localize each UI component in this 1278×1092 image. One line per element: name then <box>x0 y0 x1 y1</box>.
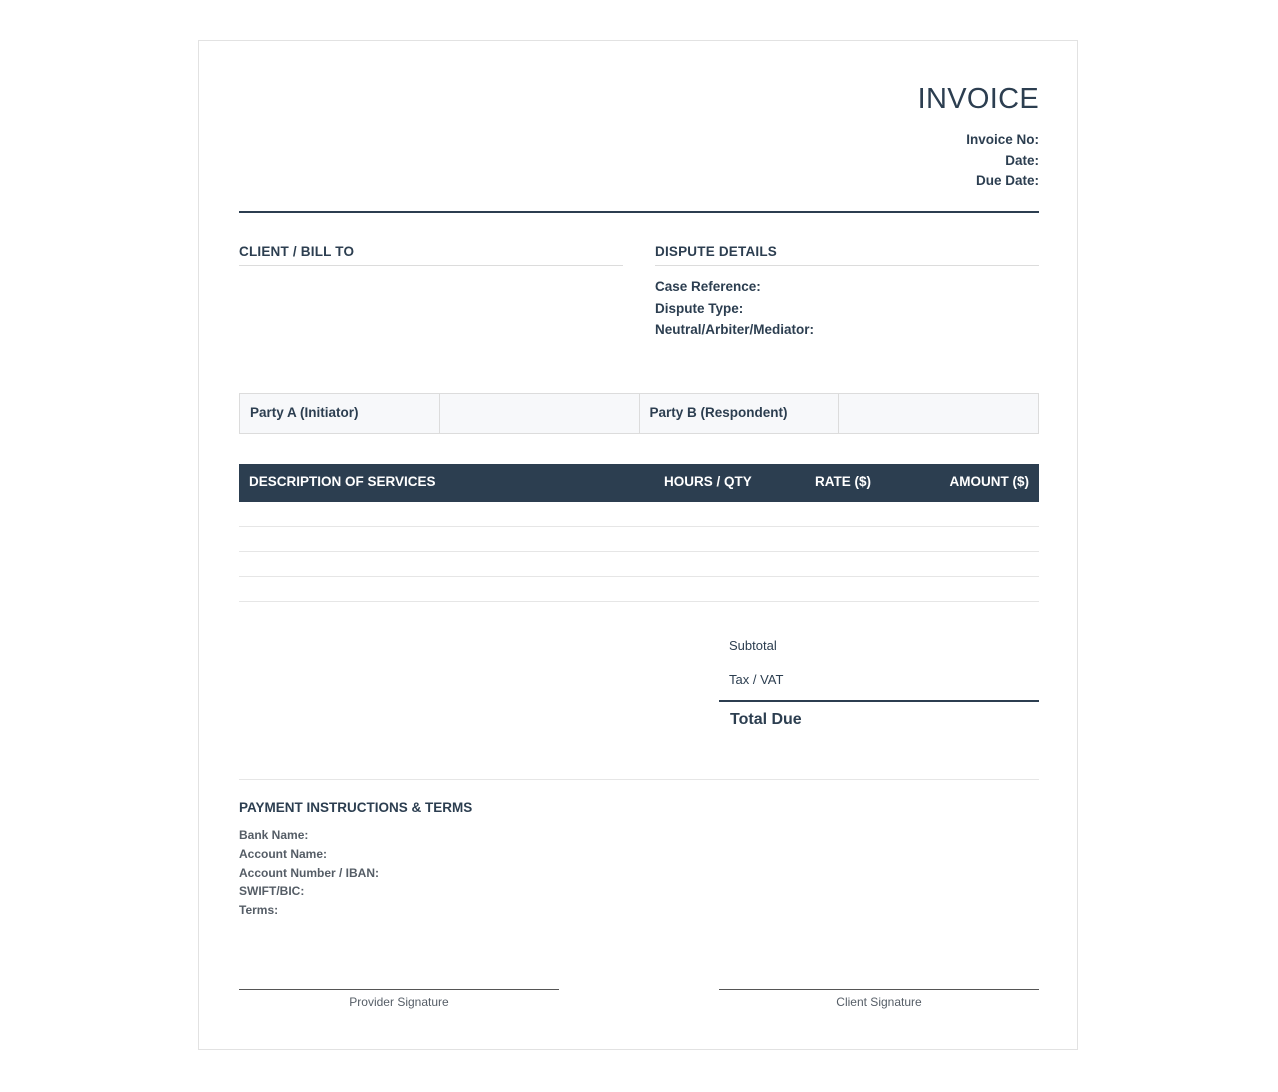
terms-label: Terms: <box>239 903 279 918</box>
neutral-label: Neutral/Arbiter/Mediator: <box>655 322 815 337</box>
payment-fields <box>239 826 379 920</box>
party-a-value <box>440 394 640 433</box>
client-section-heading: CLIENT / BILL TO <box>239 244 623 266</box>
tax-label: Tax / VAT <box>729 672 784 687</box>
totals-block <box>719 629 1039 738</box>
payment-heading: PAYMENT INSTRUCTIONS & TERMS <box>239 800 473 815</box>
dispute-fields <box>655 276 814 341</box>
invoice-page <box>198 40 1078 1050</box>
column-amount: AMOUNT ($) <box>949 474 1029 489</box>
column-rate: RATE ($) <box>815 474 871 489</box>
invoice-content <box>239 41 1039 1049</box>
invoice-date-label: Date: <box>1005 152 1039 168</box>
table-row <box>239 576 1039 577</box>
table-row <box>239 551 1039 552</box>
table-row <box>239 526 1039 527</box>
dispute-type-label: Dispute Type: <box>655 300 744 316</box>
services-table-header <box>239 464 1039 502</box>
column-hours: HOURS / QTY <box>664 474 752 489</box>
account-number-label: Account Number / IBAN: <box>239 865 380 880</box>
header-divider <box>239 211 1039 213</box>
account-name-label: Account Name: <box>239 846 328 861</box>
invoice-number-label: Invoice No: <box>966 132 1039 147</box>
invoice-title: INVOICE <box>917 83 1039 115</box>
party-b-label: Party B (Respondent) <box>640 394 840 433</box>
payment-divider <box>239 779 1039 780</box>
case-reference-label: Case Reference: <box>655 279 761 294</box>
client-signature-line: Client Signature <box>719 989 1039 1009</box>
dispute-section-heading: DISPUTE DETAILS <box>655 244 1039 266</box>
party-a-label: Party A (Initiator) <box>240 394 440 433</box>
swift-label: SWIFT/BIC: <box>239 884 305 899</box>
party-b-value <box>839 394 1038 433</box>
provider-signature-line: Provider Signature <box>239 989 559 1009</box>
invoice-meta <box>966 130 1039 192</box>
subtotal-label: Subtotal <box>729 638 777 653</box>
bank-name-label: Bank Name: <box>239 828 309 842</box>
total-due-label: Total Due <box>730 711 802 728</box>
column-description: DESCRIPTION OF SERVICES <box>249 474 436 489</box>
invoice-due-date-label: Due Date: <box>975 173 1039 188</box>
table-row <box>239 601 1039 602</box>
parties-table <box>239 393 1039 434</box>
